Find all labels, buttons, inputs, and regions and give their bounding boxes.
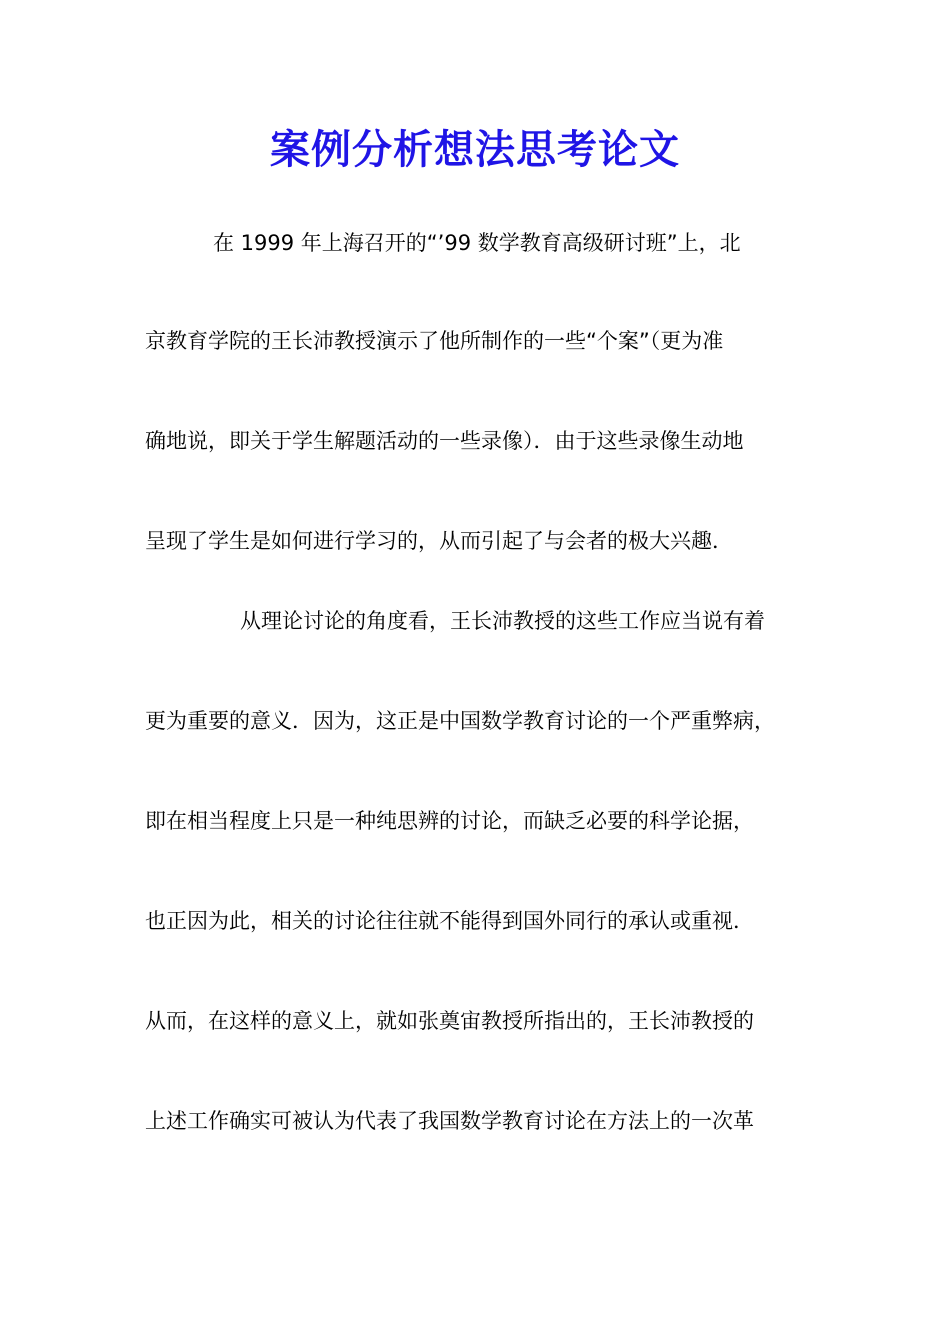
paragraph-line: 在 1999 年上海召开的“’99 数学教育高级研讨班”上，北 [213,231,741,255]
document-title: 案例分析想法思考论文 [270,127,680,173]
paragraph-line: 从理论讨论的角度看，王长沛教授的这些工作应当说有着 [240,609,765,633]
paragraph-line: 即在相当程度上只是一种纯思辨的讨论，而缺乏必要的科学论据， [145,809,754,833]
paragraph-line: 呈现了学生是如何进行学习的，从而引起了与会者的极大兴趣． [145,529,733,553]
paragraph-line: 更为重要的意义．因为，这正是中国数学教育讨论的一个严重弊病， [145,709,775,733]
paragraph-line: 也正因为此，相关的讨论往往就不能得到国外同行的承认或重视． [145,909,754,933]
paragraph-line: 上述工作确实可被认为代表了我国数学教育讨论在方法上的一次革 [145,1109,754,1133]
paragraph-line: 确地说，即关于学生解题活动的一些录像）．由于这些录像生动地 [145,429,744,453]
paragraph-line: 从而，在这样的意义上，就如张奠宙教授所指出的，王长沛教授的 [145,1009,754,1033]
paragraph-line: 京教育学院的王长沛教授演示了他所制作的一些“个案”（更为准 [145,329,724,353]
